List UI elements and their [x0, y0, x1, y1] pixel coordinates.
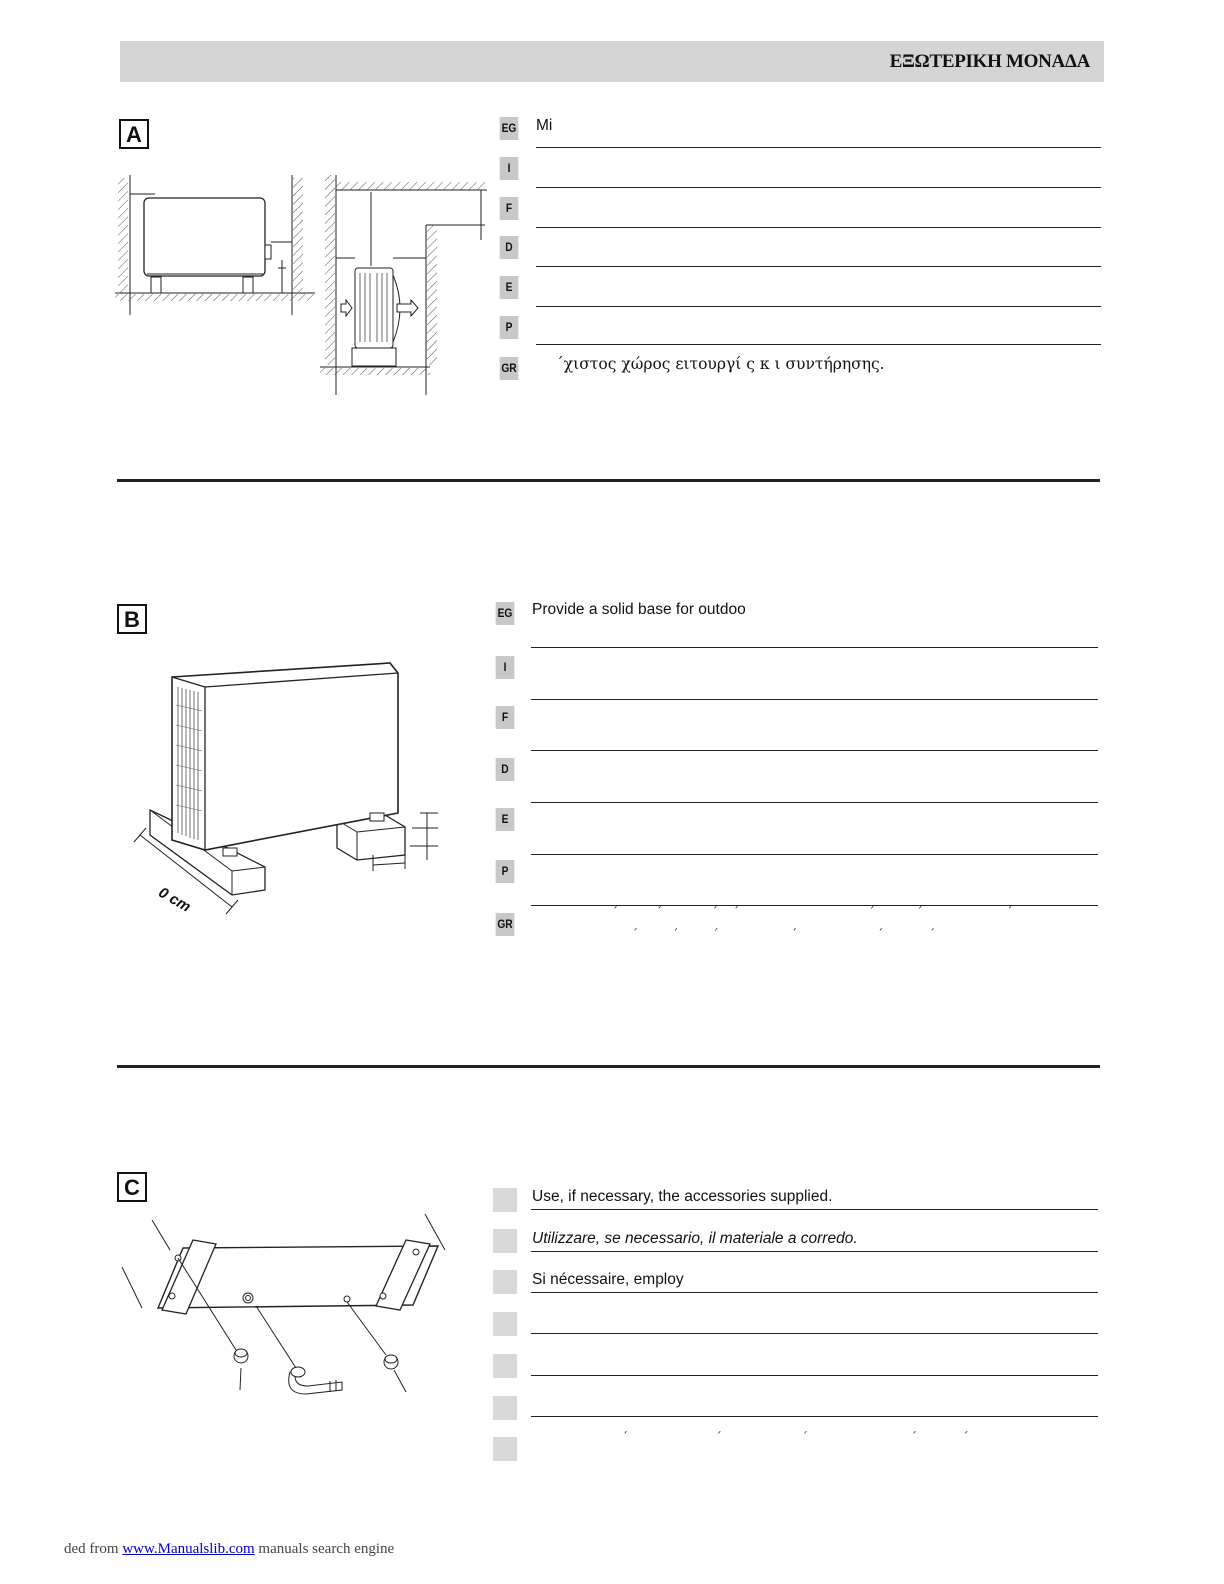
manualslib-link[interactable]: www.Manualslib.com	[122, 1541, 255, 1557]
footer-prefix: ded from	[64, 1541, 119, 1557]
section-a-eg-text: Mi	[536, 117, 553, 134]
lang-tag-blank	[493, 1396, 517, 1420]
rule-line	[531, 1375, 1098, 1376]
section-b-gr-accents-1: ΄ ΄ ΄ ΄ ΄ ΄ ΄	[612, 905, 1013, 919]
page-title: ΕΞΩΤΕΡΙΚΗ ΜΟΝΑΔΑ	[889, 51, 1090, 72]
rule-line	[536, 227, 1101, 228]
lang-tag-e: E	[496, 808, 515, 831]
section-a-gr-text: ΄χιστος χώρος ειτουργί ς κ ι συντήρησης.	[556, 355, 885, 373]
accessories-diagram	[118, 1210, 458, 1400]
lang-tag-d: D	[496, 758, 515, 781]
rule-line	[536, 187, 1101, 188]
rule-line	[536, 147, 1101, 148]
lang-tag-blank	[493, 1270, 517, 1294]
lang-tag-blank	[493, 1188, 517, 1212]
section-c-eg-text: Use, if necessary, the accessories supplied.	[532, 1188, 833, 1205]
lang-tag-eg: EG	[496, 602, 515, 625]
lang-tag-p: P	[500, 316, 519, 339]
rule-line	[536, 306, 1101, 307]
lang-tag-i: I	[496, 656, 515, 679]
rule-line	[531, 1416, 1098, 1417]
lang-tag-f: F	[496, 706, 515, 729]
section-b-eg-text: Provide a solid base for outdoo	[532, 601, 746, 618]
rule-line	[531, 802, 1098, 803]
lang-tag-f: F	[500, 197, 519, 220]
lang-tag-blank	[493, 1229, 517, 1253]
rule-line	[531, 1209, 1098, 1210]
lang-tag-gr: GR	[496, 913, 515, 936]
lang-tag-d: D	[500, 236, 519, 259]
rule-line	[531, 1251, 1098, 1252]
outdoor-unit-base-diagram	[120, 655, 450, 925]
footer	[64, 1541, 394, 1558]
lang-tag-i: I	[500, 157, 519, 180]
rule-line	[531, 699, 1098, 700]
clearance-diagram	[115, 170, 495, 400]
section-b-gr-accents-2: ΄ ΄ ΄ ΄ ΄ ΄	[632, 927, 936, 941]
section-divider	[117, 1065, 1100, 1068]
rule-line	[531, 647, 1098, 648]
lang-tag-e: E	[500, 276, 519, 299]
rule-line	[531, 1292, 1098, 1293]
header-bar	[120, 41, 1104, 82]
section-b-label: B	[117, 604, 147, 634]
rule-line	[531, 854, 1098, 855]
section-c-i-text: Utilizzare, se necessario, il materiale a corredo.	[532, 1230, 858, 1247]
rule-line	[531, 1333, 1098, 1334]
lang-tag-blank	[493, 1354, 517, 1378]
section-divider	[117, 479, 1100, 482]
rule-line	[536, 344, 1101, 345]
distance-label: 0 cm	[155, 884, 194, 916]
lang-tag-blank	[493, 1437, 517, 1461]
rule-line	[531, 750, 1098, 751]
section-c-gr-accents: ΄ ΄ ΄ ΄ ΄	[622, 1430, 969, 1444]
lang-tag-eg: EG	[500, 117, 519, 140]
section-c-label: C	[117, 1172, 147, 1202]
section-c-f-text: Si nécessaire, employ	[532, 1271, 684, 1288]
lang-tag-p: P	[496, 860, 515, 883]
lang-tag-gr: GR	[500, 357, 519, 380]
lang-tag-blank	[493, 1312, 517, 1336]
footer-suffix: manuals search engine	[254, 1541, 395, 1557]
section-a-label: A	[119, 119, 149, 149]
rule-line	[536, 266, 1101, 267]
